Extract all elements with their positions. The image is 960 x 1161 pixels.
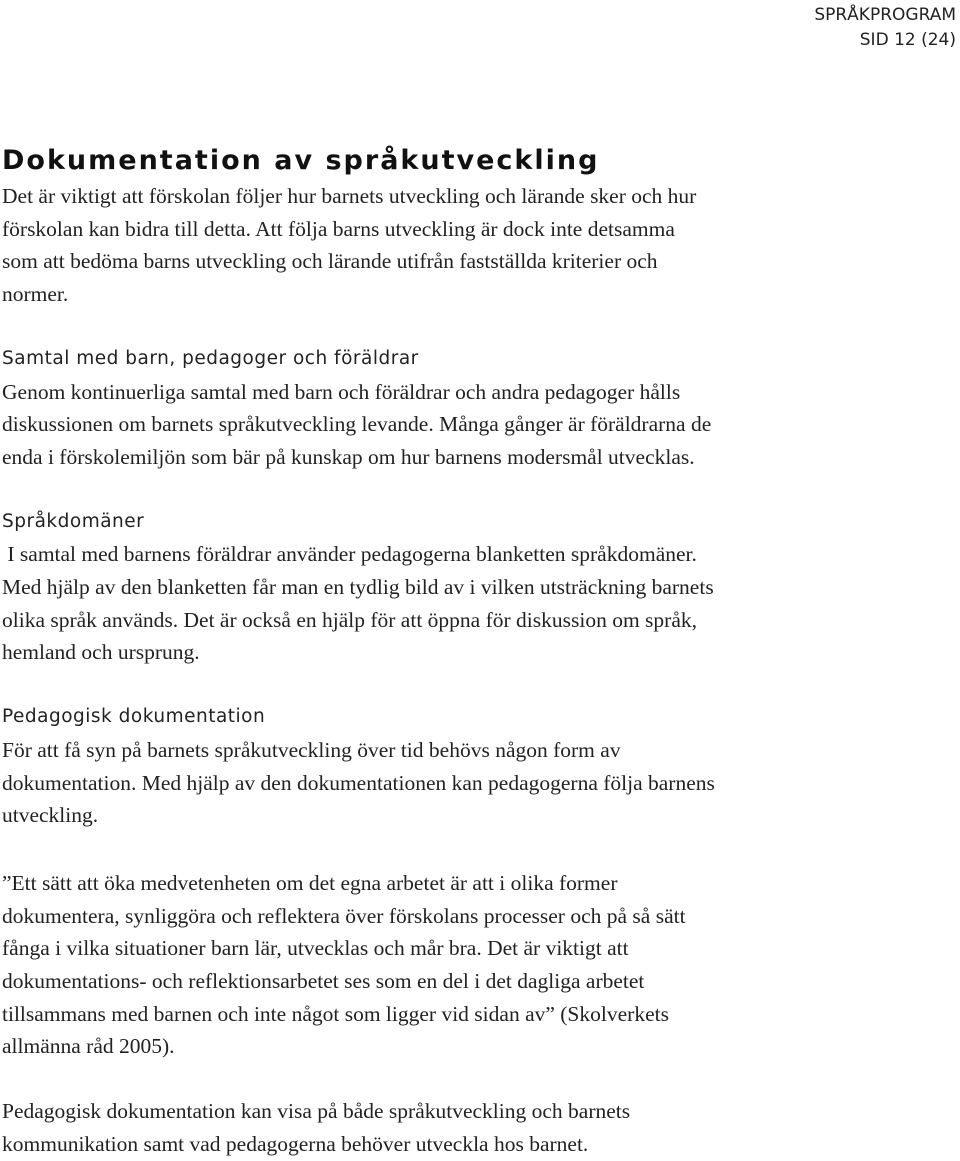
- text-line: allmänna råd 2005).: [2, 1034, 175, 1059]
- section-samtal: [2, 343, 952, 474]
- document-body: [2, 142, 952, 1161]
- section-paragraph: [2, 538, 952, 669]
- text-line: dokumentation. Med hjälp av den dokumentationen kan pedagogerna följa barnens: [2, 770, 715, 795]
- text-line: dokumentations- och reflektionsarbetet ses som en del i det dagliga arbetet: [2, 969, 645, 994]
- text-line: olika språk används. Det är också en hjälp för att öppna för diskussion om språk,: [2, 607, 698, 632]
- text-line: som att bedöma barns utveckling och lärande utifrån fastställda kriterier och: [2, 249, 658, 274]
- section-sprakdomaner: [2, 506, 952, 670]
- text-line: ”Ett sätt att öka medvetenheten om det egna arbetet är att i olika former: [2, 870, 618, 895]
- text-line: fånga i vilka situationer barn lär, utvecklas och mår bra. Det är viktigt att: [2, 936, 629, 961]
- section-heading: Språkdomäner: [2, 510, 145, 532]
- text-line: förskolan kan bidra till detta. Att följa barns utveckling är dock inte detsamma: [2, 216, 675, 241]
- text-line: tillsammans med barnen och inte något som ligger vid sidan av” (Skolverkets: [2, 1001, 669, 1026]
- text-line: I samtal med barnens föräldrar använder pedagogerna blanketten språkdomäner.: [2, 542, 697, 567]
- page-title: Dokumentation av språkutveckling: [2, 145, 600, 176]
- text-line: dokumentera, synliggöra och reflektera över förskolans processer och på så sätt: [2, 903, 686, 928]
- text-line: hemland och ursprung.: [2, 640, 200, 665]
- intro-paragraph: [2, 180, 952, 311]
- text-line: Genom kontinuerliga samtal med barn och föräldrar och andra pedagoger hålls: [2, 379, 681, 404]
- text-line: För att få syn på barnets språkutveckling över tid behövs någon form av: [2, 737, 621, 762]
- section-paragraph: [2, 376, 952, 474]
- text-line: enda i förskolemiljön som bär på kunskap om hur barnens modersmål utvecklas.: [2, 444, 695, 469]
- text-line: diskussionen om barnets språkutveckling levande. Många gånger är föräldrarna de: [2, 412, 712, 437]
- section-heading: Samtal med barn, pedagoger och föräldrar: [2, 347, 419, 369]
- text-line: Pedagogisk dokumentation kan visa på både språkutveckling och barnets: [2, 1099, 631, 1124]
- section-paragraph: [2, 734, 952, 832]
- quote-paragraph: [2, 867, 952, 1063]
- section-heading: Pedagogisk dokumentation: [2, 706, 266, 728]
- page-number: SID 12 (24): [859, 30, 956, 50]
- section-pedagogisk-dokumentation: [2, 701, 952, 832]
- text-line: kommunikation samt vad pedagogerna behöver utveckla hos barnet.: [2, 1131, 589, 1156]
- text-line: Med hjälp av den blanketten får man en tydlig bild av i vilken utsträckning barnets: [2, 575, 714, 600]
- text-line: Det är viktigt att förskolan följer hur barnets utveckling och lärande sker och hur: [2, 184, 697, 208]
- text-line: utveckling.: [2, 803, 99, 828]
- page-header: [814, 3, 956, 53]
- program-name: SPRÅKPROGRAM: [814, 5, 956, 25]
- closing-paragraph: [2, 1095, 952, 1160]
- text-line: normer.: [2, 282, 69, 307]
